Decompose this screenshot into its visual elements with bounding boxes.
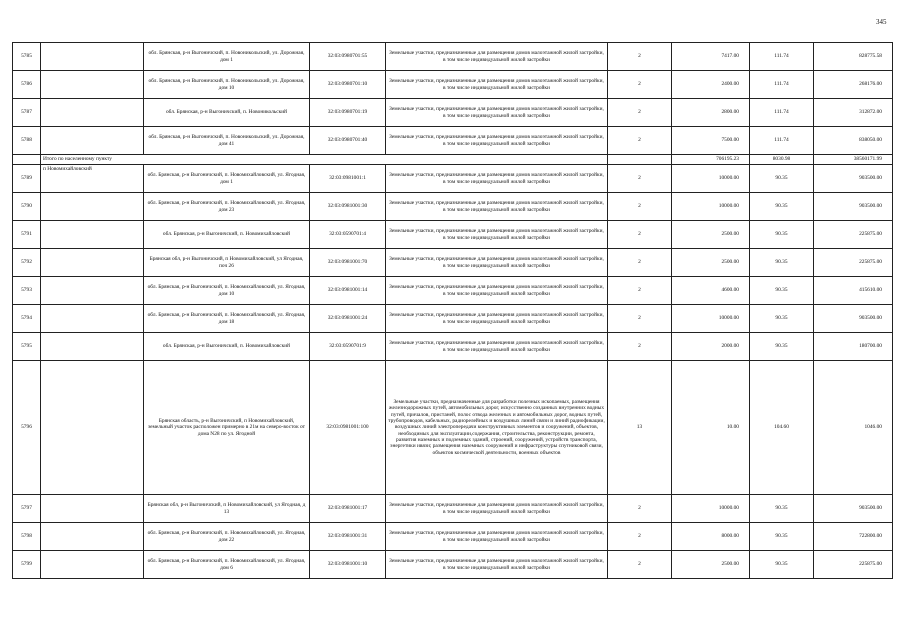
cell-area: 2000.00 <box>672 333 750 361</box>
cell-locality <box>41 127 144 155</box>
cell-rate: 111.74 <box>750 127 814 155</box>
cell-address: Брянская обл, р-н Выгоничский, п Новомихайловский, ул Ягодная, д 13 <box>144 495 310 523</box>
cell-value: 225875.00 <box>814 221 893 249</box>
cell-permitted-use: Земельные участки, предназначенные для размещения домов малоэтажной жилой застройки, в том числе индивидуальной жилой застройки <box>386 127 608 155</box>
table-row <box>13 333 893 361</box>
cell-cadastral-number: 32:03:0590701:9 <box>310 333 386 361</box>
cell-number: 5797 <box>13 495 41 523</box>
cell-address: Брянская область, р-н Выгоничский, п Новомихайловский, земельный участок расположен примерно в 21м на северо-восток от дома N28 по ул. Ягодной <box>144 361 310 495</box>
cell-permitted-use: Земельные участки, предназначенные для размещения домов малоэтажной жилой застройки, в том числе индивидуальной жилой застройки <box>386 277 608 305</box>
cell-rate: 111.74 <box>750 71 814 99</box>
cell-permitted-use: Земельные участки, предназначенные для размещения домов малоэтажной жилой застройки, в том числе индивидуальной жилой застройки <box>386 165 608 193</box>
cell-cadastral-number: 32:03:0981001:100 <box>310 361 386 495</box>
cell-value: 903500.00 <box>814 193 893 221</box>
table-row <box>13 71 893 99</box>
cell-area: 706195.23 <box>672 155 750 165</box>
cell-value: 225875.00 <box>814 249 893 277</box>
cell-permitted-use: Земельные участки, предназначенные для размещения домов малоэтажной жилой застройки, в том числе индивидуальной жилой застройки <box>386 221 608 249</box>
cell-address: обл. Брянская, р-н Выгоничский, п. Новомихайловский, ул. Ягодная, дом 10 <box>144 277 310 305</box>
cell-address: обл. Брянская, р-н Выгоничский, п. Новомихайловский, ул. Ягодная, дом 23 <box>144 193 310 221</box>
cell-area: 10.00 <box>672 361 750 495</box>
table-row <box>13 221 893 249</box>
cell-total-label: Итого по населенному пункту <box>41 155 608 165</box>
cell-number: 5786 <box>13 71 41 99</box>
cell-use-group: 2 <box>608 43 672 71</box>
cell-area: 2800.00 <box>672 99 750 127</box>
cell-permitted-use: Земельные участки, предназначенные для размещения домов малоэтажной жилой застройки, в том числе индивидуальной жилой застройки <box>386 193 608 221</box>
cell-area: 2500.00 <box>672 551 750 579</box>
cell-use-group: 2 <box>608 249 672 277</box>
cell-number: 5798 <box>13 523 41 551</box>
cell-use-group: 13 <box>608 361 672 495</box>
cell-address: обл. Брянская, р-н Выгоничский, п. Новомихайловский <box>144 333 310 361</box>
cell-locality <box>41 333 144 361</box>
cell-rate: 90.35 <box>750 551 814 579</box>
cell-address: обл. Брянская, р-н Выгоничский, п. Новомихайловский, ул. Ягодная, дом 6 <box>144 551 310 579</box>
cell-value: 903500.00 <box>814 305 893 333</box>
cell-area: 4600.00 <box>672 277 750 305</box>
cell-rate: 104.60 <box>750 361 814 495</box>
cell-rate: 90.35 <box>750 249 814 277</box>
cell-cadastral-number: 32:03:0981001:10 <box>310 551 386 579</box>
cell-locality <box>41 99 144 127</box>
cell-locality <box>41 71 144 99</box>
cell-number: 5789 <box>13 165 41 193</box>
cell-value: 1046.00 <box>814 361 893 495</box>
cell-empty <box>13 155 41 165</box>
cell-use-group: 2 <box>608 127 672 155</box>
cell-rate: 90.35 <box>750 333 814 361</box>
cell-locality <box>41 249 144 277</box>
cell-rate: 90.35 <box>750 165 814 193</box>
cell-rate: 90.35 <box>750 305 814 333</box>
cell-cadastral-number: 32:03:0980701:40 <box>310 127 386 155</box>
cell-use-group: 2 <box>608 495 672 523</box>
cell-use-group: 2 <box>608 221 672 249</box>
cell-permitted-use: Земельные участки, предназначенные для размещения домов малоэтажной жилой застройки, в том числе индивидуальной жилой застройки <box>386 495 608 523</box>
cell-use-group: 2 <box>608 193 672 221</box>
cell-cadastral-number: 32:03:0981001:17 <box>310 495 386 523</box>
cell-locality <box>41 305 144 333</box>
cell-locality <box>41 193 144 221</box>
cell-address: обл. Брянская, р-н Выгоничский, п. Новоникольский, ул. Дорожная, дом 41 <box>144 127 310 155</box>
cell-use-group: 2 <box>608 305 672 333</box>
cell-area: 2500.00 <box>672 249 750 277</box>
cell-use-group: 2 <box>608 71 672 99</box>
table-row <box>13 127 893 155</box>
cell-locality <box>41 495 144 523</box>
cell-cadastral-number: 32:03:0980701:19 <box>310 99 386 127</box>
cell-number: 5790 <box>13 193 41 221</box>
cell-rate: 90.35 <box>750 495 814 523</box>
cell-value: 903500.00 <box>814 495 893 523</box>
cell-permitted-use: Земельные участки, предназначенные для размещения домов малоэтажной жилой застройки, в том числе индивидуальной жилой застройки <box>386 333 608 361</box>
cell-value: 268176.00 <box>814 71 893 99</box>
cell-number: 5785 <box>13 43 41 71</box>
cell-area: 7500.00 <box>672 127 750 155</box>
page-number: 345 <box>876 18 887 26</box>
cell-address: обл. Брянская, р-н Выгоничский, п. Новомихайловский, ул. Ягодная, дом 1 <box>144 165 310 193</box>
table-row <box>13 551 893 579</box>
cell-permitted-use: Земельные участки, предназначенные для размещения домов малоэтажной жилой застройки, в том числе индивидуальной жилой застройки <box>386 43 608 71</box>
cell-locality <box>41 277 144 305</box>
cell-value: 828775.58 <box>814 43 893 71</box>
cell-locality <box>41 361 144 495</box>
table-row <box>13 43 893 71</box>
cell-permitted-use: Земельные участки, предназначенные для размещения домов малоэтажной жилой застройки, в том числе индивидуальной жилой застройки <box>386 99 608 127</box>
cell-cadastral-number: 32:03:0981001:31 <box>310 523 386 551</box>
cell-permitted-use: Земельные участки, предназначенные для размещения домов малоэтажной жилой застройки, в том числе индивидуальной жилой застройки <box>386 551 608 579</box>
cell-locality <box>41 523 144 551</box>
cell-number: 5799 <box>13 551 41 579</box>
cell-number: 5787 <box>13 99 41 127</box>
table-row <box>13 249 893 277</box>
cell-value: 903500.00 <box>814 165 893 193</box>
cell-locality <box>41 221 144 249</box>
cell-cadastral-number: 32:03:0980701:10 <box>310 71 386 99</box>
cell-rate: 8030.98 <box>750 155 814 165</box>
cell-permitted-use: Земельные участки, предназначенные для размещения домов малоэтажной жилой застройки, в том числе индивидуальной жилой застройки <box>386 249 608 277</box>
cell-area: 10000.00 <box>672 165 750 193</box>
cell-rate: 111.74 <box>750 99 814 127</box>
cell-permitted-use: Земельные участки, предназначенные для размещения домов малоэтажной жилой застройки, в том числе индивидуальной жилой застройки <box>386 71 608 99</box>
cell-permitted-use: Земельные участки, предназначенные для разработки полезных ископаемых, размещения железнодорожных путей, автомобильных дорог, искусственно созданных внутренних водных путей, причалов, пристаней, полос отвода железных и автомобильных дорог, водных путей, трубопроводов, кабельных, радиорелейных и воздушных линий связи и линий радиофикации, воздушных линий электропередачи конструктивных элементов и сооружений, объектов, необходимых для эксплуатации,содержания, строительства, реконструкции, ремонта, развития наземных и подземных зданий, строений, сооружений, устройств транспорта, энергетики ивязи; размещения наземных сооружений и инфраструктуры спутниковой связи, объектов космической деятельности, военных объектов <box>386 361 608 495</box>
table-row <box>13 495 893 523</box>
cell-number: 5794 <box>13 305 41 333</box>
cell-value: 312872.00 <box>814 99 893 127</box>
cell-permitted-use: Земельные участки, предназначенные для размещения домов малоэтажной жилой застройки, в том числе индивидуальной жилой застройки <box>386 523 608 551</box>
cell-cadastral-number: 32:03:0980701:55 <box>310 43 386 71</box>
cell-address: обл. Брянская, р-н Выгоничский, п. Новоникольский <box>144 99 310 127</box>
cell-locality <box>41 43 144 71</box>
cell-rate: 90.35 <box>750 221 814 249</box>
table-row <box>13 361 893 495</box>
cell-area: 10000.00 <box>672 193 750 221</box>
table-row <box>13 305 893 333</box>
table-total-row <box>13 155 893 165</box>
cell-cadastral-number: 32:03:0981001:1 <box>310 165 386 193</box>
cell-value: 722800.00 <box>814 523 893 551</box>
cell-area: 2400.00 <box>672 71 750 99</box>
cell-address: обл. Брянская, р-н Выгоничский, п. Новомихайловский, ул. Ягодная, дом 18 <box>144 305 310 333</box>
cell-use-group: 2 <box>608 165 672 193</box>
cell-cadastral-number: 32:03:0981001:30 <box>310 193 386 221</box>
cell-number: 5792 <box>13 249 41 277</box>
cell-address: обл. Брянская, р-н Выгоничский, п. Новоникольский, ул. Дорожная, дом 1 <box>144 43 310 71</box>
table-row <box>13 99 893 127</box>
cell-rate: 90.35 <box>750 523 814 551</box>
cell-value: 838050.00 <box>814 127 893 155</box>
cell-address: Брянская обл, р-н Выгоничский, п Новомихайловский, ул Ягодная, поч 26 <box>144 249 310 277</box>
cell-empty <box>608 155 672 165</box>
cell-area: 2500.00 <box>672 221 750 249</box>
cell-number: 5791 <box>13 221 41 249</box>
cell-value: 38560171.99 <box>814 155 893 165</box>
cell-address: обл. Брянская, р-н Выгоничский, п. Новомихайловский, ул. Ягодная, дом 22 <box>144 523 310 551</box>
cell-area: 10000.00 <box>672 495 750 523</box>
cell-locality <box>41 551 144 579</box>
cell-rate: 90.35 <box>750 193 814 221</box>
cell-use-group: 2 <box>608 523 672 551</box>
cell-rate: 90.35 <box>750 277 814 305</box>
table-row <box>13 165 893 193</box>
cell-permitted-use: Земельные участки, предназначенные для размещения домов малоэтажной жилой застройки, в том числе индивидуальной жилой застройки <box>386 305 608 333</box>
cell-cadastral-number: 32:03:0981001:70 <box>310 249 386 277</box>
cell-number: 5795 <box>13 333 41 361</box>
cell-number: 5793 <box>13 277 41 305</box>
cell-locality: п Новомихайловский <box>41 165 144 193</box>
cadastral-value-table <box>12 42 893 579</box>
cell-area: 8000.00 <box>672 523 750 551</box>
cell-value: 180700.00 <box>814 333 893 361</box>
cell-number: 5788 <box>13 127 41 155</box>
cell-area: 10000.00 <box>672 305 750 333</box>
cell-cadastral-number: 32:03:0981001:24 <box>310 305 386 333</box>
cell-address: обл. Брянская, р-н Выгоничский, п. Новомихайловский <box>144 221 310 249</box>
cell-value: 415610.00 <box>814 277 893 305</box>
table-row <box>13 523 893 551</box>
cell-number: 5796 <box>13 361 41 495</box>
cell-address: обл. Брянская, р-н Выгоничский, п. Новоникольский, ул. Дорожная, дом 10 <box>144 71 310 99</box>
cell-rate: 111.74 <box>750 43 814 71</box>
table-row <box>13 193 893 221</box>
cell-use-group: 2 <box>608 99 672 127</box>
cell-value: 225875.00 <box>814 551 893 579</box>
cell-cadastral-number: 32:03:0981001:14 <box>310 277 386 305</box>
table-row <box>13 277 893 305</box>
cell-area: 7417.00 <box>672 43 750 71</box>
cell-use-group: 2 <box>608 333 672 361</box>
cell-use-group: 2 <box>608 277 672 305</box>
cell-cadastral-number: 32:03:0590701:4 <box>310 221 386 249</box>
cell-use-group: 2 <box>608 551 672 579</box>
